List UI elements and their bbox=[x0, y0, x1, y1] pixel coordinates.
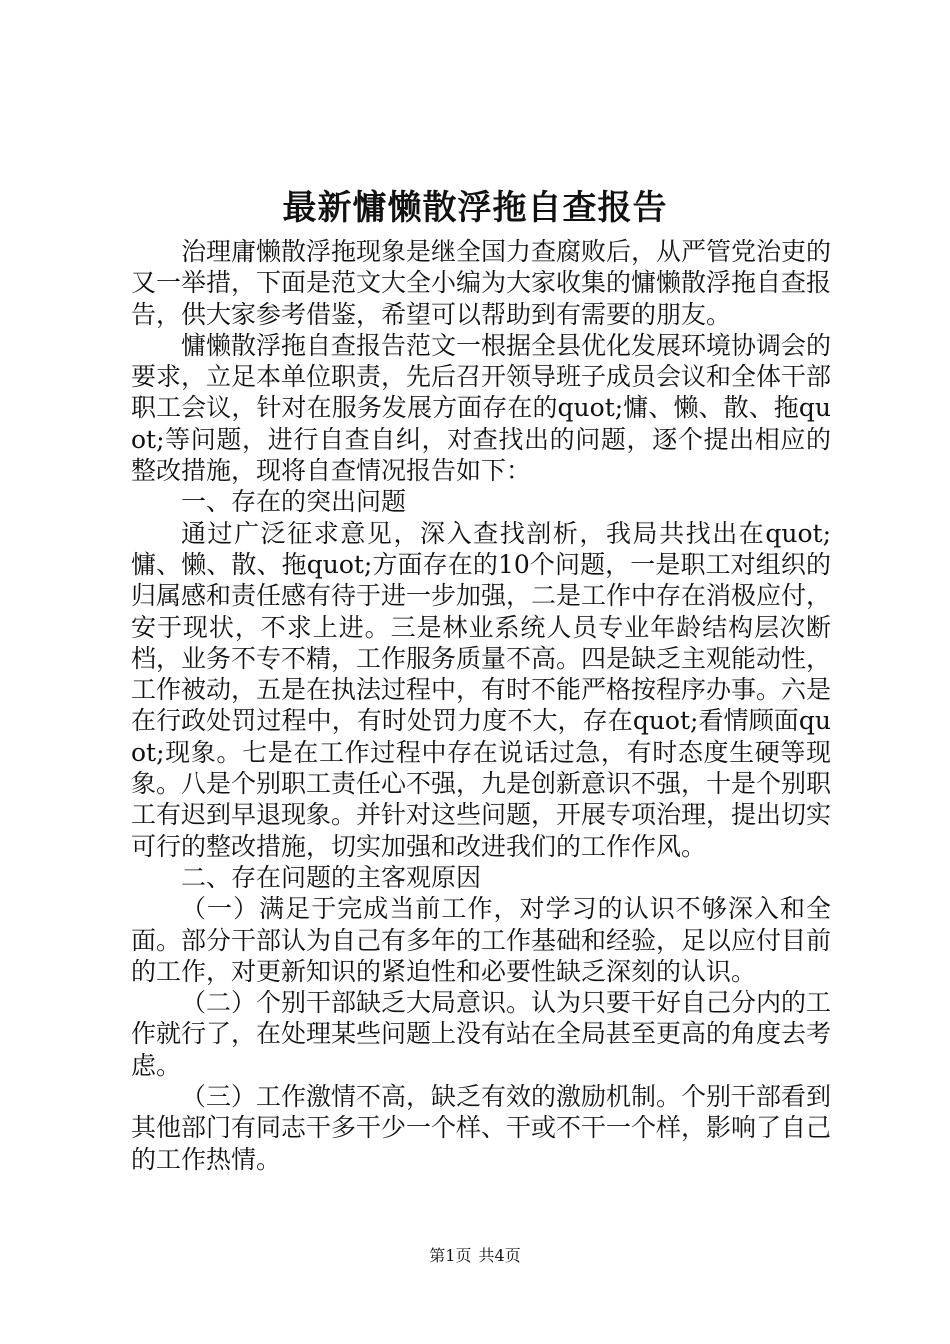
page-footer bbox=[0, 1244, 950, 1268]
section-heading-problems: 一、存在的突出问题 bbox=[181, 487, 407, 517]
page-number: 第1页 bbox=[429, 1246, 472, 1265]
paragraph-problems: 通过广泛征求意见，深入查找剖析，我局共找出在quot;慵、懒、散、拖quot;方面存在的10个问题，一是职工对组织的归属感和责任感有待于进一步加强，二是工作中存在消极应付，安于现状，不求上进。三是林业系统人员专业年龄结构层次断档，业务不专不精，工作服务质量不高。四是缺乏主观能动性，工作被动，五是在执法过程中，有时不能严格按程序办事。六是在行政处罚过程中，有时处罚力度不大，存在quot;看情顾面quot;现象。七是在工作过程中存在说话过急，有时态度生硬等现象。八是个别职工责任心不强，九是创新意识不强，十是个别职工有迟到早退现象。并针对这些问题，开展专项治理，提出切实可行的整改措施，切实加强和改进我们的工作作风。 bbox=[131, 518, 832, 861]
page-total: 共4页 bbox=[478, 1246, 521, 1265]
paragraph-report-opening: 慵懒散浮拖自查报告范文一根据全县优化发展环境协调会的要求，立足本单位职责，先后召开领导班子成员会议和全体干部职工会议，针对在服务发展方面存在的quot;慵、懒、散、拖quot;等问题，进行自查自纠，对查找出的问题，逐个提出相应的整改措施，现将自查情况报告如下： bbox=[131, 330, 832, 486]
document-body bbox=[131, 236, 831, 1175]
paragraph-cause-1: （一）满足于完成当前工作，对学习的认识不够深入和全面。部分干部认为自己有多年的工作基础和经验，足以应付目前的工作，对更新知识的紧迫性和必要性缺乏深刻的认识。 bbox=[131, 894, 832, 986]
paragraph-cause-2: （二）个别干部缺乏大局意识。认为只要干好自己分内的工作就行了，在处理某些问题上没有站在全局甚至更高的角度去考虑。 bbox=[131, 988, 832, 1080]
section-heading-causes: 二、存在问题的主客观原因 bbox=[181, 862, 482, 892]
paragraph-cause-3: （三）工作激情不高，缺乏有效的激励机制。个别干部看到其他部门有同志干多干少一个样、干或不干一个样，影响了自己的工作热情。 bbox=[131, 1082, 832, 1174]
document-title: 最新慵懒散浮拖自查报告 bbox=[282, 188, 668, 228]
paragraph-intro: 治理庸懒散浮拖现象是继全国力查腐败后，从严管党治吏的又一举措，下面是范文大全小编为大家收集的慵懒散浮拖自查报告，供大家参考借鉴，希望可以帮助到有需要的朋友。 bbox=[131, 237, 832, 329]
